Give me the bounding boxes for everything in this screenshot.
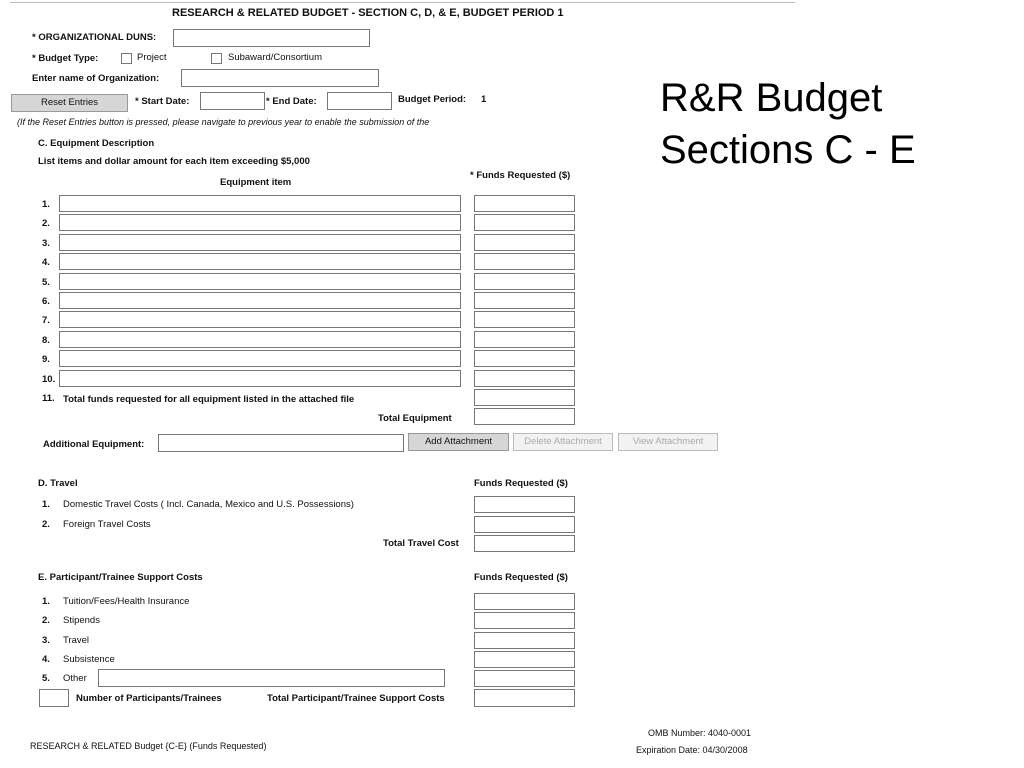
project-checkbox[interactable] <box>121 53 132 64</box>
travel-row-number: 1. <box>42 499 50 510</box>
slide-title-line-2: Sections C - E <box>660 128 916 172</box>
end-date-input[interactable] <box>327 92 392 110</box>
form-top-border <box>10 2 795 3</box>
total-travel-field <box>474 535 575 552</box>
equipment-funds-input[interactable] <box>474 214 575 231</box>
equipment-item-input[interactable] <box>59 331 461 348</box>
equipment-funds-input[interactable] <box>474 331 575 348</box>
equipment-funds-input[interactable] <box>474 253 575 270</box>
start-date-input[interactable] <box>200 92 265 110</box>
slide-title <box>660 72 916 176</box>
budget-type-label: * Budget Type: <box>32 53 99 64</box>
slide-title-line-1: R&R Budget <box>660 76 883 120</box>
equipment-row-number: 3. <box>42 237 50 249</box>
equipment-row-number: 6. <box>42 296 50 307</box>
equipment-item-input[interactable] <box>59 311 461 328</box>
equipment-row-number: 5. <box>42 276 50 288</box>
duns-label: * ORGANIZATIONAL DUNS: <box>32 32 157 43</box>
equipment-section-title: C. Equipment Description <box>38 138 155 149</box>
budget-period-label: Budget Period: <box>398 94 467 105</box>
travel-funds-input[interactable] <box>474 516 575 533</box>
start-date-label: * Start Date: <box>135 96 190 107</box>
project-label: Project <box>137 52 167 63</box>
org-name-input[interactable] <box>181 69 379 87</box>
total-equipment-label: Total Equipment <box>378 413 452 424</box>
equipment-item-input[interactable] <box>59 234 461 251</box>
travel-funds-header: Funds Requested ($) <box>474 478 568 489</box>
total-equipment-field <box>474 408 575 425</box>
equipment-instruction: List items and dollar amount for each item exceeding $5,000 <box>38 156 310 167</box>
participant-row-number: 5. <box>42 673 50 685</box>
view-attachment-button[interactable]: View Attachment <box>618 433 718 451</box>
participant-funds-input[interactable] <box>474 612 575 629</box>
equipment-row-number: 10. <box>42 373 56 385</box>
equipment-row-11-label: Total funds requested for all equipment listed in the attached file <box>63 394 355 405</box>
participant-funds-input[interactable] <box>474 593 575 610</box>
total-participant-field <box>474 689 575 707</box>
participant-row-label: Other <box>63 673 87 685</box>
form-header: RESEARCH & RELATED BUDGET - SECTION C, D, & E, BUDGET PERIOD 1 <box>172 7 564 19</box>
equipment-funds-input[interactable] <box>474 311 575 328</box>
equipment-item-input[interactable] <box>59 292 461 309</box>
equipment-row-number: 7. <box>42 315 50 327</box>
equipment-row-number: 1. <box>42 199 50 210</box>
participant-funds-header: Funds Requested ($) <box>474 572 568 583</box>
equipment-row-number: 4. <box>42 257 50 269</box>
delete-attachment-button[interactable]: Delete Attachment <box>513 433 613 451</box>
equipment-row-number: 2. <box>42 218 50 230</box>
omb-number: OMB Number: 4040-0001 <box>648 728 752 738</box>
equipment-row-11-funds[interactable] <box>474 389 575 406</box>
travel-funds-input[interactable] <box>474 496 575 513</box>
reset-note: (If the Reset Entries button is pressed, please navigate to previous year to enable the submission of the <box>17 117 430 127</box>
equipment-funds-input[interactable] <box>474 350 575 367</box>
equipment-funds-input[interactable] <box>474 292 575 309</box>
equipment-item-header: Equipment item <box>220 177 292 188</box>
add-attachment-button[interactable]: Add Attachment <box>408 433 509 451</box>
equipment-item-input[interactable] <box>59 195 461 212</box>
org-name-label: Enter name of Organization: <box>32 73 160 84</box>
participant-funds-input[interactable] <box>474 632 575 649</box>
equipment-item-input[interactable] <box>59 370 461 387</box>
additional-equipment-label: Additional Equipment: <box>43 439 145 450</box>
travel-row-label: Domestic Travel Costs ( Incl. Canada, Mexico and U.S. Possessions) <box>63 499 354 510</box>
participant-row-number: 3. <box>42 634 50 646</box>
subaward-checkbox[interactable] <box>211 53 222 64</box>
equipment-item-input[interactable] <box>59 350 461 367</box>
other-description-input[interactable] <box>98 669 445 687</box>
equipment-funds-input[interactable] <box>474 234 575 251</box>
travel-row-number: 2. <box>42 518 50 530</box>
budget-period-value: 1 <box>481 94 487 105</box>
participant-row-label: Travel <box>63 634 90 646</box>
equipment-funds-input[interactable] <box>474 273 575 290</box>
end-date-label: * End Date: <box>266 96 317 107</box>
equipment-row-number: 9. <box>42 354 50 366</box>
footer-form-name: RESEARCH & RELATED Budget {C-E} (Funds Requested) <box>30 741 267 751</box>
additional-equipment-file[interactable] <box>158 434 404 452</box>
participant-row-label: Subsistence <box>63 653 115 665</box>
equipment-funds-input[interactable] <box>474 370 575 387</box>
equipment-row-11-number: 11. <box>42 393 55 404</box>
participant-row-label: Stipends <box>63 615 100 627</box>
participant-row-number: 4. <box>42 653 50 665</box>
equipment-item-input[interactable] <box>59 253 461 270</box>
participant-section-title: E. Participant/Trainee Support Costs <box>38 572 203 583</box>
equipment-item-input[interactable] <box>59 273 461 290</box>
participant-row-number: 1. <box>42 596 50 607</box>
total-participant-label: Total Participant/Trainee Support Costs <box>267 693 445 704</box>
participant-row-number: 2. <box>42 615 50 627</box>
total-travel-label: Total Travel Cost <box>383 538 459 549</box>
equipment-row-number: 8. <box>42 334 50 346</box>
num-participants-label: Number of Participants/Trainees <box>76 693 222 704</box>
travel-section-title: D. Travel <box>38 478 78 489</box>
expiration-date: Expiration Date: 04/30/2008 <box>636 745 748 755</box>
equipment-funds-input[interactable] <box>474 195 575 212</box>
participant-funds-input[interactable] <box>474 651 575 668</box>
participant-row-label: Tuition/Fees/Health Insurance <box>63 596 190 607</box>
subaward-label: Subaward/Consortium <box>228 52 322 63</box>
participant-funds-input[interactable] <box>474 670 575 687</box>
equipment-funds-header: * Funds Requested ($) <box>470 170 571 181</box>
travel-row-label: Foreign Travel Costs <box>63 518 151 530</box>
reset-entries-button[interactable]: Reset Entries <box>11 94 128 112</box>
duns-input[interactable] <box>173 29 370 47</box>
equipment-item-input[interactable] <box>59 214 461 231</box>
num-participants-input[interactable] <box>39 689 69 707</box>
